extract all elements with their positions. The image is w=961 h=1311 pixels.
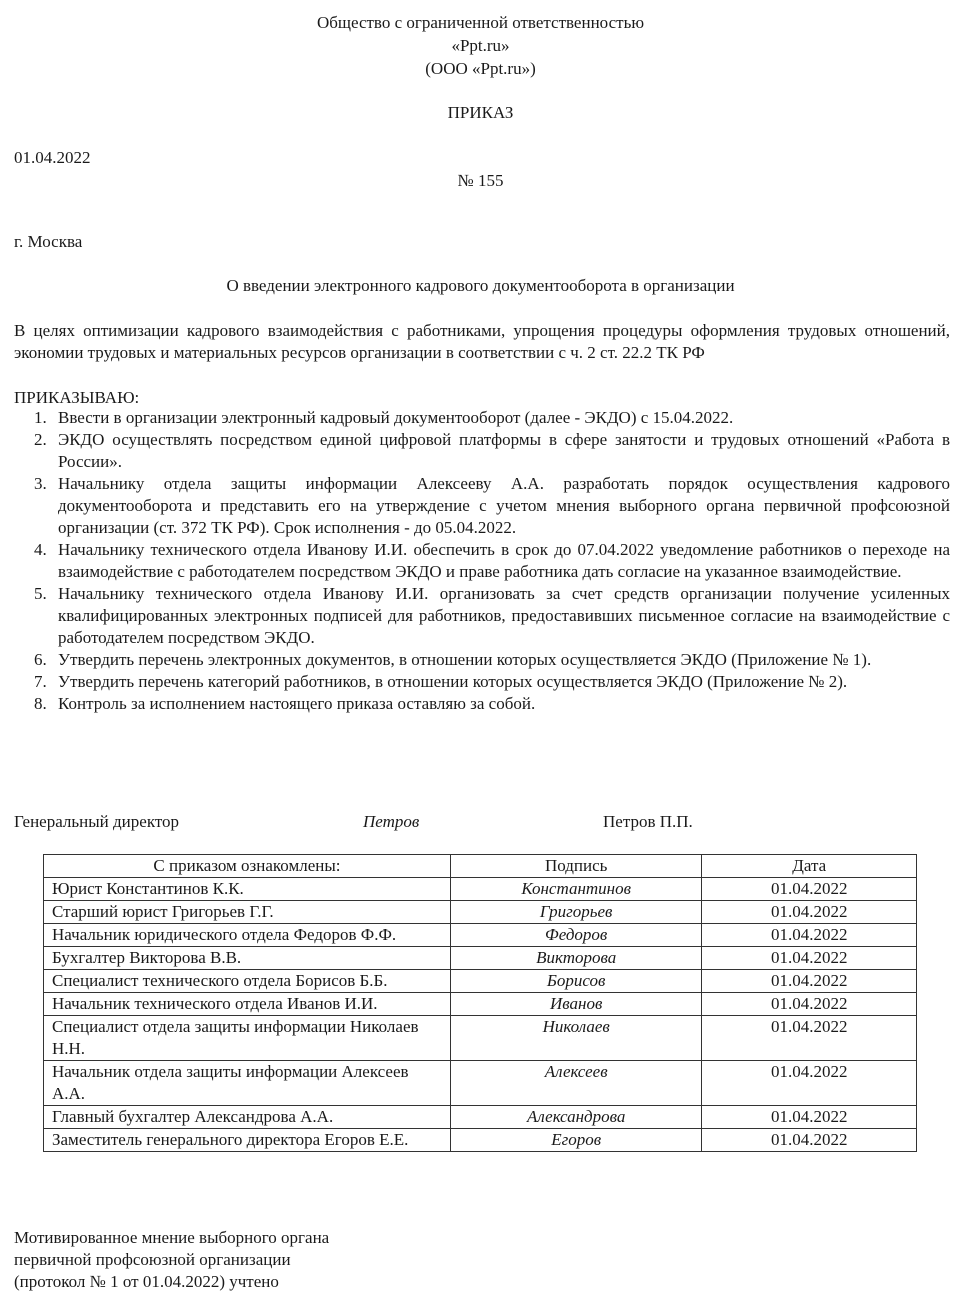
order-item bbox=[14, 583, 950, 649]
item-number: 1. bbox=[34, 408, 47, 427]
header-signature: Подпись bbox=[450, 855, 702, 878]
item-text: Ввести в организации электронный кадровый документооборот (далее - ЭКДО) с 15.04.2022. bbox=[58, 408, 734, 427]
acknowledgement-table bbox=[43, 854, 917, 1152]
table-row bbox=[44, 1061, 917, 1106]
item-text: Утвердить перечень электронных документов, в отношении которых осуществляется ЭКДО (Приложение № 1). bbox=[58, 650, 872, 669]
employee-name: Начальник юридического отдела Федоров Ф.Ф. bbox=[44, 924, 451, 947]
employee-signature: Борисов bbox=[450, 970, 702, 993]
order-item bbox=[14, 693, 950, 715]
employee-name: Старший юрист Григорьев Г.Г. bbox=[44, 901, 451, 924]
ack-date: 01.04.2022 bbox=[702, 1061, 917, 1106]
header-acquainted: С приказом ознакомлены: bbox=[44, 855, 451, 878]
table-row bbox=[44, 993, 917, 1016]
item-text: Начальнику технического отдела Иванову И.И. организовать за счет средств организации получение усиленных квалифицированных электронных подписей для работников, предоставивших письменное согласие на взаимодействие с работодателем посредством ЭКДО. bbox=[58, 584, 950, 647]
item-number: 7. bbox=[34, 672, 47, 691]
item-number: 2. bbox=[34, 430, 47, 449]
employee-signature: Федоров bbox=[450, 924, 702, 947]
employee-signature: Егоров bbox=[450, 1129, 702, 1152]
table-row bbox=[44, 878, 917, 901]
employee-signature: Викторова bbox=[450, 947, 702, 970]
ack-date: 01.04.2022 bbox=[702, 993, 917, 1016]
table-row bbox=[44, 947, 917, 970]
order-heading: ПРИКАЗЫВАЮ: bbox=[14, 388, 140, 407]
employee-signature: Константинов bbox=[450, 878, 702, 901]
order-item bbox=[14, 539, 950, 583]
order-item bbox=[14, 671, 950, 693]
employee-signature: Алексеев bbox=[450, 1061, 702, 1106]
table-row bbox=[44, 924, 917, 947]
table-row bbox=[44, 1016, 917, 1061]
org-name-line2: «Ppt.ru» bbox=[451, 36, 510, 55]
signature-position: Генеральный директор bbox=[14, 812, 180, 831]
ack-date: 01.04.2022 bbox=[702, 924, 917, 947]
ack-date: 01.04.2022 bbox=[702, 970, 917, 993]
employee-name: Начальник отдела защиты информации Алексеев А.А. bbox=[44, 1061, 451, 1106]
signature-sign: Петров bbox=[363, 812, 420, 831]
item-text: Начальнику отдела защиты информации Алексееву А.А. разработать порядок осуществления кадрового документооборота и представить его на утверждение с учетом мнения выборного органа первичной профсоюзной организации (ст. 372 ТК РФ). Срок исполнения - до 05.04.2022. bbox=[58, 474, 950, 537]
employee-name: Заместитель генерального директора Егоров Е.Е. bbox=[44, 1129, 451, 1152]
order-title: О введении электронного кадрового документооборота в организации bbox=[226, 276, 735, 295]
order-item bbox=[14, 649, 950, 671]
table-row bbox=[44, 1129, 917, 1152]
ack-date: 01.04.2022 bbox=[702, 1016, 917, 1061]
order-item bbox=[14, 407, 950, 429]
ack-date: 01.04.2022 bbox=[702, 1129, 917, 1152]
item-text: Утвердить перечень категорий работников, в отношении которых осуществляется ЭКДО (Приложение № 2). bbox=[58, 672, 848, 691]
employee-name: Начальник технического отдела Иванов И.И. bbox=[44, 993, 451, 1016]
preamble: В целях оптимизации кадрового взаимодействия с работниками, упрощения процедуры оформления трудовых отношений, экономии трудовых и материальных ресурсов организации в соответствии с ч. 2 ст. 22.2 ТК РФ bbox=[14, 321, 950, 362]
item-number: 6. bbox=[34, 650, 47, 669]
order-item bbox=[14, 429, 950, 473]
employee-signature: Александрова bbox=[450, 1106, 702, 1129]
order-items-list bbox=[14, 407, 950, 715]
union-opinion-line2: первичной профсоюзной организации bbox=[14, 1250, 291, 1269]
union-opinion-line3: (протокол № 1 от 01.04.2022) учтено bbox=[14, 1272, 279, 1291]
employee-name: Юрист Константинов К.К. bbox=[44, 878, 451, 901]
item-number: 3. bbox=[34, 474, 47, 493]
union-opinion-line1: Мотивированное мнение выборного органа bbox=[14, 1228, 330, 1247]
table-row bbox=[44, 1106, 917, 1129]
item-number: 5. bbox=[34, 584, 47, 603]
employee-name: Бухгалтер Викторова В.В. bbox=[44, 947, 451, 970]
ack-date: 01.04.2022 bbox=[702, 901, 917, 924]
org-name-line3: (ООО «Ppt.ru») bbox=[425, 59, 536, 78]
item-text: Контроль за исполнением настоящего приказа оставляю за собой. bbox=[58, 694, 536, 713]
item-text: Начальнику технического отдела Иванову И.И. обеспечить в срок до 07.04.2022 уведомление работников о переходе на взаимодействие с работодателем посредством ЭКДО и праве работника дать согласие на указанное взаимодействие. bbox=[58, 540, 950, 581]
employee-name: Главный бухгалтер Александрова А.А. bbox=[44, 1106, 451, 1129]
doc-type: ПРИКАЗ bbox=[447, 103, 514, 122]
header-date: Дата bbox=[702, 855, 917, 878]
item-number: 8. bbox=[34, 694, 47, 713]
table-row bbox=[44, 901, 917, 924]
org-name-line1: Общество с ограниченной ответственностью bbox=[316, 13, 645, 32]
employee-signature: Иванов bbox=[450, 993, 702, 1016]
order-item bbox=[14, 473, 950, 539]
ack-date: 01.04.2022 bbox=[702, 1106, 917, 1129]
table-header-row bbox=[44, 855, 917, 878]
order-number: № 155 bbox=[457, 171, 504, 190]
signature-name: Петров П.П. bbox=[603, 812, 693, 831]
employee-signature: Николаев bbox=[450, 1016, 702, 1061]
employee-signature: Григорьев bbox=[450, 901, 702, 924]
order-date: 01.04.2022 bbox=[14, 148, 91, 167]
table-row bbox=[44, 970, 917, 993]
ack-date: 01.04.2022 bbox=[702, 947, 917, 970]
item-text: ЭКДО осуществлять посредством единой цифровой платформы в сфере занятости и трудовых отношений «Работа в России». bbox=[58, 430, 950, 471]
employee-name: Специалист отдела защиты информации Николаев Н.Н. bbox=[44, 1016, 451, 1061]
order-city: г. Москва bbox=[14, 232, 83, 251]
ack-date: 01.04.2022 bbox=[702, 878, 917, 901]
item-number: 4. bbox=[34, 540, 47, 559]
employee-name: Специалист технического отдела Борисов Б.Б. bbox=[44, 970, 451, 993]
